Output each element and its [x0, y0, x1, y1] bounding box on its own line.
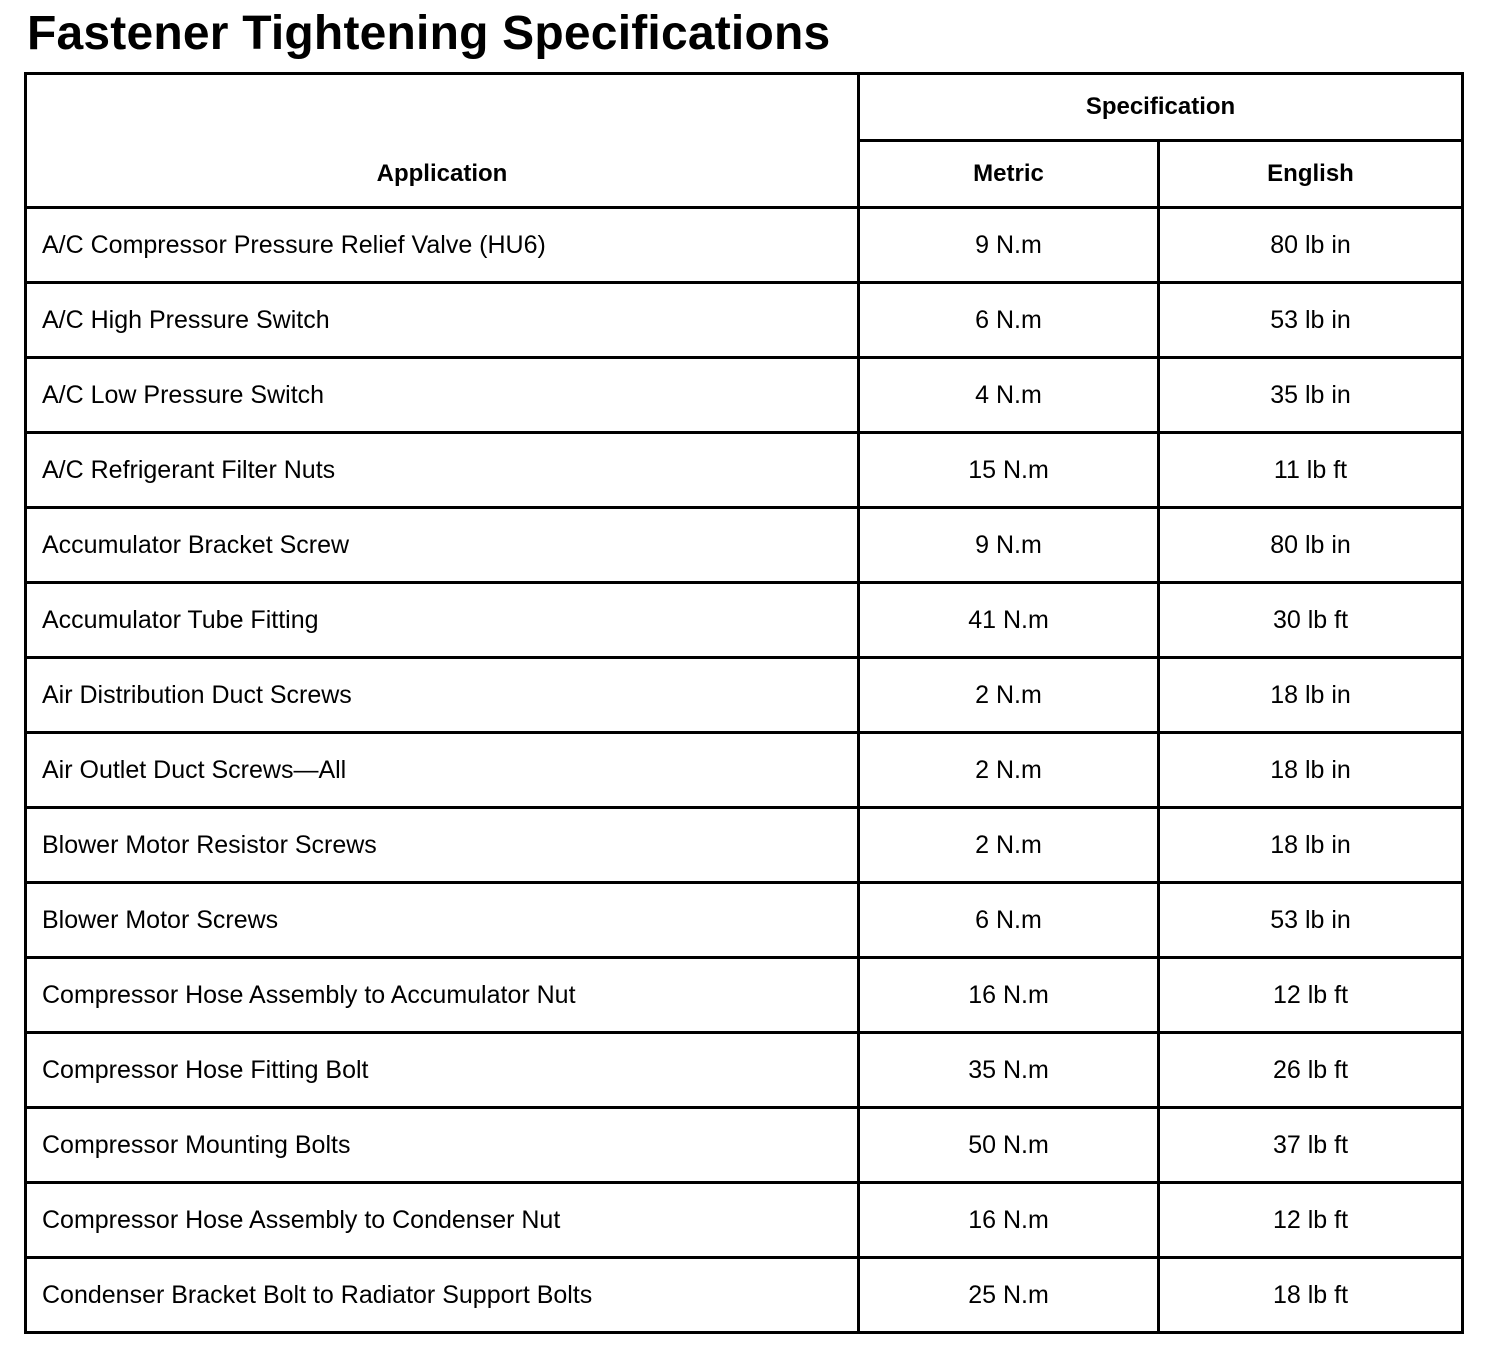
table-row [26, 208, 1463, 283]
application-cell: Compressor Mounting Bolts [26, 1108, 859, 1183]
english-cell: 53 lb in [1159, 883, 1463, 958]
table-row [26, 433, 1463, 508]
table-row [26, 508, 1463, 583]
english-cell: 18 lb in [1159, 808, 1463, 883]
application-cell: Compressor Hose Assembly to Condenser Nut [26, 1183, 859, 1258]
table-row [26, 808, 1463, 883]
table-row [26, 1183, 1463, 1258]
table-row [26, 958, 1463, 1033]
table-row [26, 583, 1463, 658]
english-cell: 18 lb ft [1159, 1258, 1463, 1333]
english-cell: 12 lb ft [1159, 1183, 1463, 1258]
page-title: Fastener Tightening Specifications [27, 7, 831, 60]
metric-cell: 35 N.m [859, 1033, 1159, 1108]
english-cell: 53 lb in [1159, 283, 1463, 358]
english-cell: 11 lb ft [1159, 433, 1463, 508]
table-row [26, 1108, 1463, 1183]
application-cell: Accumulator Tube Fitting [26, 583, 859, 658]
metric-cell: 25 N.m [859, 1258, 1159, 1333]
application-cell: Blower Motor Screws [26, 883, 859, 958]
application-cell: Compressor Hose Assembly to Accumulator Nut [26, 958, 859, 1033]
english-cell: 80 lb in [1159, 508, 1463, 583]
metric-cell: 9 N.m [859, 208, 1159, 283]
table-row [26, 658, 1463, 733]
application-cell: Air Outlet Duct Screws—All [26, 733, 859, 808]
metric-cell: 9 N.m [859, 508, 1159, 583]
english-cell: 18 lb in [1159, 733, 1463, 808]
table-row [26, 1033, 1463, 1108]
table-row [26, 358, 1463, 433]
metric-cell: 2 N.m [859, 733, 1159, 808]
english-cell: 18 lb in [1159, 658, 1463, 733]
english-cell: 30 lb ft [1159, 583, 1463, 658]
english-cell: 26 lb ft [1159, 1033, 1463, 1108]
english-cell: 35 lb in [1159, 358, 1463, 433]
application-cell: Air Distribution Duct Screws [26, 658, 859, 733]
metric-cell: 2 N.m [859, 658, 1159, 733]
application-cell: A/C Low Pressure Switch [26, 358, 859, 433]
table-row [26, 283, 1463, 358]
english-cell: 80 lb in [1159, 208, 1463, 283]
metric-cell: 6 N.m [859, 283, 1159, 358]
metric-cell: 16 N.m [859, 1183, 1159, 1258]
metric-cell: 50 N.m [859, 1108, 1159, 1183]
english-cell: 12 lb ft [1159, 958, 1463, 1033]
application-cell: Accumulator Bracket Screw [26, 508, 859, 583]
metric-cell: 2 N.m [859, 808, 1159, 883]
application-cell: A/C High Pressure Switch [26, 283, 859, 358]
application-cell: A/C Compressor Pressure Relief Valve (HU6) [26, 208, 859, 283]
application-cell: Compressor Hose Fitting Bolt [26, 1033, 859, 1108]
application-cell: A/C Refrigerant Filter Nuts [26, 433, 859, 508]
table-header [26, 74, 1463, 208]
application-cell: Condenser Bracket Bolt to Radiator Support Bolts [26, 1258, 859, 1333]
table-body [26, 208, 1463, 1333]
metric-cell: 6 N.m [859, 883, 1159, 958]
metric-cell: 41 N.m [859, 583, 1159, 658]
table-row [26, 733, 1463, 808]
table-row [26, 1258, 1463, 1333]
metric-cell: 16 N.m [859, 958, 1159, 1033]
header-row-top [26, 74, 1463, 141]
metric-cell: 15 N.m [859, 433, 1159, 508]
specification-column-header: Specification [859, 74, 1463, 141]
english-cell: 37 lb ft [1159, 1108, 1463, 1183]
application-cell: Blower Motor Resistor Screws [26, 808, 859, 883]
table-row [26, 883, 1463, 958]
fastener-spec-table [24, 72, 1464, 1334]
english-column-header: English [1159, 141, 1463, 208]
metric-cell: 4 N.m [859, 358, 1159, 433]
application-column-header: Application [26, 74, 859, 208]
metric-column-header: Metric [859, 141, 1159, 208]
